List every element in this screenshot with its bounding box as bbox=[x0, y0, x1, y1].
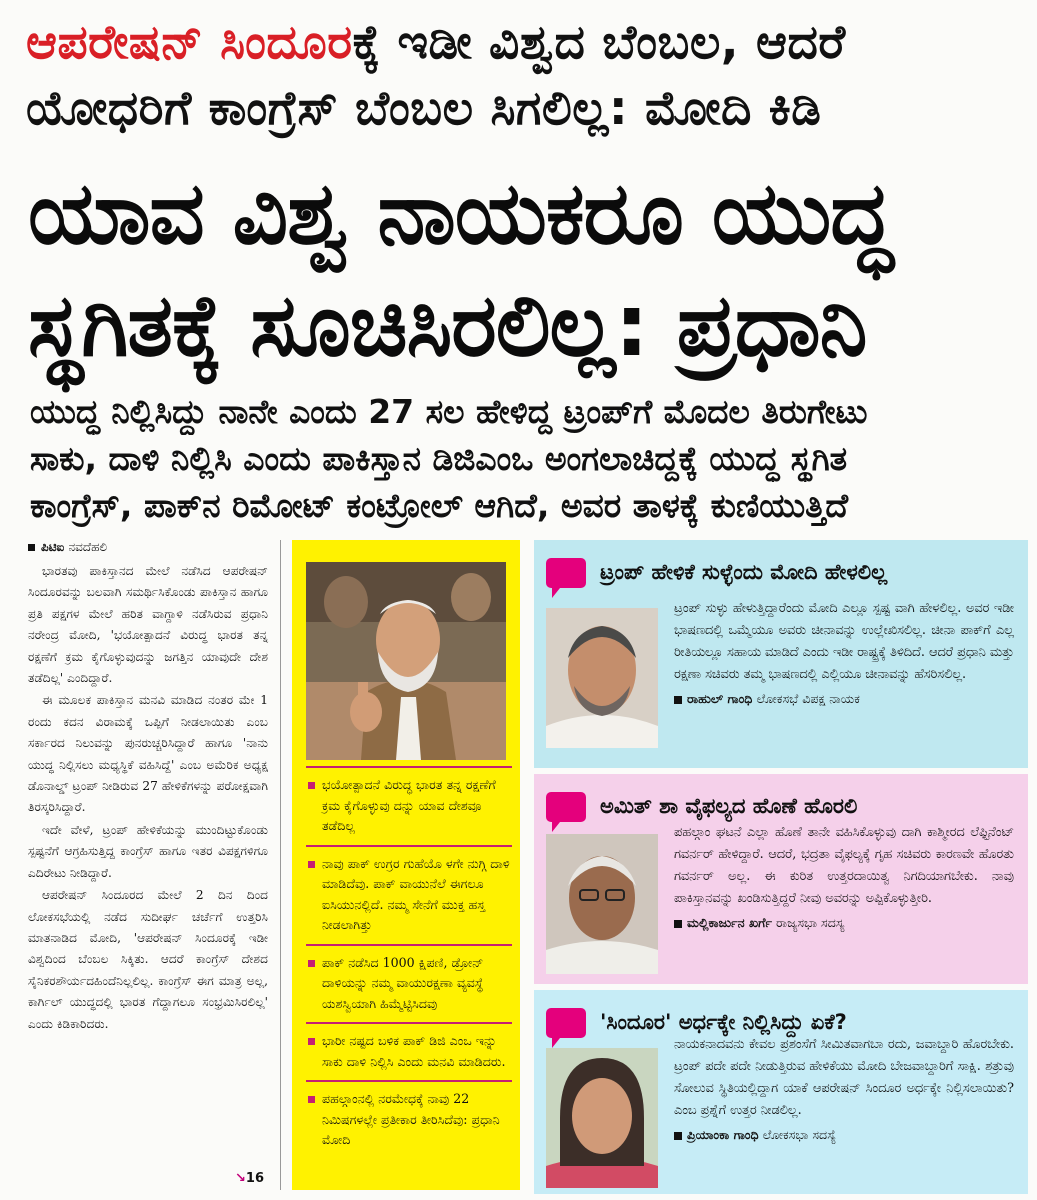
card-quote-text: ನಾಯಕನಾದವನು ಕೇವಲ ಪ್ರಶಂಸೆಗೆ ಸೀಮಿತವಾಗಬಾ ರದು, ಜವಾಬ್ದಾರಿ ಹೊರಬೇಕು. ಟ್ರಂಪ್ ಪದೇ ಪದೇ ನೀಡುತ್ತಿರುವ ಹೇಳಿಕೆಯು ಮೋದಿ ಬೇಜವಾಬ್ದಾರಿಗೆ ಸಾಕ್ಷಿ. ಶತ್ರುವು ಸೋಲುವ ಸ್ಥಿತಿಯಲ್ಲಿದ್ದಾಗ ಯಾಕೆ ಆಪರೇಷನ್ ಸಿಂದೂರ ಅರ್ಧಕ್ಕೇ ನಿಲ್ಲಿಸಲಾಯಿತು? ಎಂಬ ಪ್ರಶ್ನೆಗೆ ಉತ್ತರ ನೀಡಲಿಲ್ಲ. bbox=[674, 1037, 1014, 1118]
quote-card-kharge bbox=[534, 774, 1028, 984]
card-quote bbox=[674, 822, 1014, 934]
kicker-red-text: ಆಪರೇಷನ್ ಸಿಂದೂರ bbox=[26, 15, 353, 70]
subheadline-2: ಸಾಕು, ದಾಳಿ ನಿಲ್ಲಿಸಿ ಎಂದು ಪಾಕಿಸ್ತಾನ ಡಿಜಿಎಂಒ ಅಂಗಲಾಚಿದ್ದಕ್ಕೆ ಯುದ್ಧ ಸ್ಥಗಿತ bbox=[30, 439, 848, 478]
kicker-line-1 bbox=[26, 10, 1016, 76]
attribution-bullet-icon bbox=[674, 920, 682, 928]
main-headline-line-1: ಯಾವ ವಿಶ್ವ ನಾಯಕರೂ ಯುದ್ಧ bbox=[28, 164, 892, 264]
kicker-line-1-rest: ಕ್ಕೆ ಇಡೀ ವಿಶ್ವದ ಬೆಂಬಲ, ಆದರೆ bbox=[352, 15, 846, 70]
kicker-headline bbox=[26, 10, 1016, 142]
continued-page-number: 16 bbox=[245, 1171, 264, 1186]
attribution-bullet-icon bbox=[674, 1132, 682, 1140]
article-body bbox=[28, 540, 268, 1190]
subheadlines bbox=[30, 388, 1020, 529]
card-title bbox=[546, 792, 857, 822]
card-attribution bbox=[674, 912, 1014, 934]
card-author: ಮಲ್ಲಿಕಾರ್ಜುನ ಖರ್ಗೆ bbox=[687, 915, 772, 930]
speech-bubble-icon bbox=[546, 1008, 586, 1038]
highlights-column bbox=[292, 540, 520, 1190]
card-title-text: ಟ್ರಂಪ್ ಹೇಳಿಕೆ ಸುಳ್ಳೆಂದು ಮೋದಿ ಹೇಳಲಿಲ್ಲ bbox=[600, 560, 888, 584]
subheadline-3: ಕಾಂಗ್ರೆಸ್, ಪಾಕ್‌ನ ರಿಮೋಟ್ ಕಂಟ್ರೋಲ್ ಆಗಿದೆ, ಅವರ ತಾಳಕ್ಕೆ ಕುಣಿಯುತ್ತಿದೆ bbox=[30, 486, 849, 525]
modi-photo-illustration bbox=[306, 562, 506, 760]
byline-place: ನವದೆಹಲಿ bbox=[68, 540, 108, 554]
article-paragraph: ಇದೇ ವೇಳೆ, ಟ್ರಂಪ್ ಹೇಳಿಕೆಯನ್ನು ಮುಂದಿಟ್ಟುಕೊಂಡು ಸ್ಪಷ್ಟನೆಗೆ ಆಗ್ರಹಿಸುತ್ತಿದ್ದ ಕಾಂಗ್ರೆಸ್ ಹಾಗೂ ಇತರ ವಿಪಕ್ಷಗಳಿಗೂ ಎದಿರೇಟು ನೀಡಿದ್ದಾರೆ. bbox=[28, 822, 268, 880]
speech-bubble-icon bbox=[546, 792, 586, 822]
article-paragraph: ಭಾರತವು ಪಾಕಿಸ್ತಾನದ ಮೇಲೆ ನಡೆಸಿದ ಆಪರೇಷನ್ ಸಿಂದೂರವನ್ನು ಬಲವಾಗಿ ಸಮರ್ಥಿಸಿಕೊಂಡು ಪಾಕಿಸ್ತಾನ ಹಾಗೂ ಪ್ರತಿ ಪಕ್ಷಗಳ ಮೇಲೆ ಹರಿತ ವಾಗ್ದಾಳಿ ನಡೆಸಿರುವ ಪ್ರಧಾನಿ ನರೇಂದ್ರ ಮೋದಿ, 'ಭಯೋತ್ಪಾದನೆ ವಿರುದ್ಧ ಭಾರತ ತನ್ನ ರಕ್ಷಣೆಗೆ ಕ್ರಮ ಕೈಗೊಳ್ಳುವುದನ್ನು ಜಗತ್ತಿನ ಯಾವುದೇ ದೇಶ ತಡೆದಿಲ್ಲ' ಎಂದಿದ್ದಾರೆ. bbox=[28, 564, 268, 686]
kharge-portrait bbox=[546, 834, 658, 974]
article-paragraph: ಈ ಮೂಲಕ ಪಾಕಿಸ್ತಾನ ಮನವಿ ಮಾಡಿದ ನಂತರ ಮೇ 1 ರಂದು ಕದನ ವಿರಾಮಕ್ಕೆ ಒಪ್ಪಿಗೆ ನೀಡಲಾಯಿತು ಎಂಬ ಸರ್ಕಾರದ ನಿಲುವನ್ನು ಪುನರುಚ್ಚರಿಸಿದ್ದಾರೆ ಹಾಗೂ 'ನಾನು ಯುದ್ಧ ನಿಲ್ಲಿಸಲು ಮಧ್ಯಸ್ಥಿಕೆ ವಹಿಸಿದ್ದೆ' ಎಂಬ ಅಮೆರಿಕ ಅಧ್ಯಕ್ಷ ಡೊನಾಲ್ಡ್ ಟ್ರಂಪ್ ನೀಡಿರುವ 27 ಹೇಳಿಕೆಗಳನ್ನು ಪರೋಕ್ಷವಾಗಿ ತಿರಸ್ಕರಿಸಿದ್ದಾರೆ. bbox=[28, 693, 268, 815]
article-text bbox=[28, 561, 268, 1035]
column-divider bbox=[280, 540, 281, 1190]
card-author-role: ಲೋಕಸಭೆ ವಿಪಕ್ಷ ನಾಯಕ bbox=[756, 691, 860, 706]
card-title-text: 'ಸಿಂದೂರ' ಅರ್ಧಕ್ಕೇ ನಿಲ್ಲಿಸಿದ್ದು ಏಕೆ? bbox=[600, 1010, 847, 1034]
main-headline-line-2: ಸ್ಥಗಿತಕ್ಕೆ ಸೂಚಿಸಿರಲಿಲ್ಲ: ಪ್ರಧಾನಿ bbox=[28, 276, 867, 376]
card-author-role: ರಾಜ್ಯಸಭಾ ಸದಸ್ಯ bbox=[776, 915, 845, 930]
rahul-gandhi-portrait bbox=[546, 608, 658, 748]
quote-card-rahul bbox=[534, 540, 1028, 768]
priyanka-gandhi-portrait bbox=[546, 1048, 658, 1188]
highlight-item: ಭಾರೀ ನಷ್ಟದ ಬಳಿಕ ಪಾಕ್ ಡಿಜಿ ಎಂಒ ಇನ್ನು ಸಾಕು ದಾಳಿ ನಿಲ್ಲಿಸಿ ಎಂದು ಮನವಿ ಮಾಡಿದರು. bbox=[306, 1022, 512, 1080]
card-quote-text: ಟ್ರಂಪ್ ಸುಳ್ಳು ಹೇಳುತ್ತಿದ್ದಾರೆಂದು ಮೋದಿ ಎಲ್ಲೂ ಸ್ಪಷ್ಟ ವಾಗಿ ಹೇಳಲಿಲ್ಲ. ಅವರ ಇಡೀ ಭಾಷಣದಲ್ಲಿ ಒಮ್ಮೆಯೂ ಅವರು ಚೀನಾವನ್ನು ಉಲ್ಲೇಖಿಸಲಿಲ್ಲ. ಚೀನಾ ಪಾಕ್‌ಗೆ ಎಲ್ಲ ರೀತಿಯಲ್ಲೂ ಸಹಾಯ ಮಾಡಿದೆ ಎಂದು ಇಡೀ ರಾಷ್ಟ್ರಕ್ಕೆ ತಿಳಿದಿದೆ. ಆದರೆ ಪ್ರಧಾನಿ ಮತ್ತು ರಕ್ಷಣಾ ಸಚಿವರು ತಮ್ಮ ಭಾಷಣದಲ್ಲಿ ಎಲ್ಲಿಯೂ ಚೀನಾವನ್ನು ಹೆಸರಿಸಲಿಲ್ಲ. bbox=[674, 601, 1014, 682]
highlights-list bbox=[306, 766, 512, 1159]
card-attribution bbox=[674, 688, 1014, 710]
main-headline bbox=[28, 158, 1018, 382]
arrow-down-right-icon: ↘ bbox=[235, 1171, 246, 1186]
card-title-text: ಅಮಿತ್ ಶಾ ವೈಫಲ್ಯದ ಹೊಣೆ ಹೊರಲಿ bbox=[600, 794, 858, 818]
card-attribution bbox=[674, 1124, 1014, 1146]
byline-agency: ಪಿಟಿಐ bbox=[41, 540, 65, 554]
highlight-item: ಪಹಲ್ಗಾಂನಲ್ಲಿ ನರಮೇಧಕ್ಕೆ ನಾವು 22 ನಿಮಿಷಗಳಲ್ಲೇ ಪ್ರತೀಕಾರ ತೀರಿಸಿದೆವು: ಪ್ರಧಾನಿ ಮೋದಿ bbox=[306, 1080, 512, 1159]
card-author: ಪ್ರಿಯಾಂಕಾ ಗಾಂಧಿ bbox=[687, 1127, 759, 1142]
card-quote bbox=[674, 598, 1014, 710]
highlight-item: ನಾವು ಪಾಕ್ ಉಗ್ರರ ಗುಹೆಯೊ ಳಗೇ ನುಗ್ಗಿ ದಾಳಿ ಮಾಡಿದೆವು. ಪಾಕ್ ವಾಯುನೆಲೆ ಈಗಲೂ ಐಸಿಯುನಲ್ಲಿದೆ. ನಮ್ಮ ಸೇನೆಗೆ ಮುಕ್ತ ಹಸ್ತ ನೀಡಲಾಗಿತ್ತು bbox=[306, 845, 512, 944]
kicker-line-2: ಯೋಧರಿಗೆ ಕಾಂಗ್ರೆಸ್ ಬೆಂಬಲ ಸಿಗಲಿಲ್ಲ: ಮೋದಿ ಕಿಡಿ bbox=[26, 81, 822, 136]
subheadline-1: ಯುದ್ಧ ನಿಲ್ಲಿಸಿದ್ದು ನಾನೇ ಎಂದು 27 ಸಲ ಹೇಳಿದ್ದ ಟ್ರಂಪ್‌ಗೆ ಮೊದಲ ತಿರುಗೇಟು bbox=[30, 392, 868, 431]
modi-photo bbox=[306, 562, 506, 760]
byline-bullet-icon bbox=[28, 544, 35, 551]
speech-bubble-icon bbox=[546, 558, 586, 588]
continued-on-page[interactable] bbox=[235, 1171, 264, 1186]
quote-card-priyanka bbox=[534, 990, 1028, 1194]
card-quote-text: ಪಹಲ್ಗಾಂ ಘಟನೆ ಎಲ್ಲಾ ಹೊಣೆ ತಾನೇ ವಹಿಸಿಕೊಳ್ಳುವು ದಾಗಿ ಕಾಶ್ಮೀರದ ಲೆಫ್ಟಿನೆಂಟ್ ಗವರ್ನರ್ ಹೇಳಿದ್ದಾರೆ. ಆದರೆ, ಭದ್ರತಾ ವೈಫಲ್ಯಕ್ಕೆ ಗೃಹ ಸಚಿವರು ಕಾರಣವೇ ಹೊರತು ಗವರ್ನರ್ ಅಲ್ಲ. ಈ ಕುರಿತ ಉತ್ತರದಾಯಿತ್ವ ನಿಗದಿಯಾಗಬೇಕು. ನಾವು ಪಾಕಿಸ್ತಾನವನ್ನು ಖಂಡಿಸುತ್ತಿದ್ದರೆ ನೀವು ಅವರನ್ನು ಅಪ್ಪಿಕೊಳ್ಳುತ್ತೀರಿ. bbox=[674, 825, 1014, 906]
byline bbox=[28, 540, 268, 555]
article-paragraph: ಆಪರೇಷನ್ ಸಿಂದೂರದ ಮೇಲೆ 2 ದಿನ ದಿಂದ ಲೋಕಸಭೆಯಲ್ಲಿ ನಡೆದ ಸುದೀರ್ಘ ಚರ್ಚೆಗೆ ಉತ್ತರಿಸಿ ಮಾತನಾಡಿದ ಮೋದಿ, 'ಆಪರೇಷನ್ ಸಿಂದೂರಕ್ಕೆ ಇಡೀ ವಿಶ್ವದಿಂದ ಬೆಂಬಲ ಸಿಕ್ಕಿತು. ಆದರೆ ಕಾಂಗ್ರೆಸ್ ದೇಶದ ಸೈನಿಕರಶೌರ್ಯದಹಿಂದೆನಿಲ್ಲಲಿಲ್ಲ. ಕಾಂಗ್ರೆಸ್ ಈಗ ಮಾತ್ರ ಅಲ್ಲ, ಕಾರ್ಗಿಲ್ ಯುದ್ಧದಲ್ಲಿ ಭಾರತ ಗೆದ್ದಾಗಲೂ ಸಂಭ್ರಮಿಸಿರಲಿಲ್ಲ' ಎಂದು ಕಿಡಿಕಾರಿದರು. bbox=[28, 888, 268, 1031]
card-title bbox=[546, 558, 887, 588]
card-author: ರಾಹುಲ್ ಗಾಂಧಿ bbox=[687, 691, 753, 706]
highlight-item: ಭಯೋತ್ಪಾದನೆ ವಿರುದ್ಧ ಭಾರತ ತನ್ನ ರಕ್ಷಣೆಗೆ ಕ್ರಮ ಕೈಗೊಳ್ಳುವು ದನ್ನು ಯಾವ ದೇಶವೂ ತಡೆದಿಲ್ಲ bbox=[306, 766, 512, 845]
attribution-bullet-icon bbox=[674, 696, 682, 704]
card-author-role: ಲೋಕಸಭಾ ಸದಸ್ಯೆ bbox=[762, 1127, 837, 1142]
highlight-item: ಪಾಕ್ ನಡೆಸಿದ 1000 ಕ್ಷಿಪಣಿ, ಡ್ರೋನ್ ದಾಳಿಯನ್ನು ನಮ್ಮ ವಾಯುರಕ್ಷಣಾ ವ್ಯವಸ್ಥೆ ಯಶಸ್ವಿಯಾಗಿ ಹಿಮ್ಮೆಟ್ಟಿಸಿದವು bbox=[306, 944, 512, 1023]
card-quote bbox=[674, 1034, 1014, 1146]
